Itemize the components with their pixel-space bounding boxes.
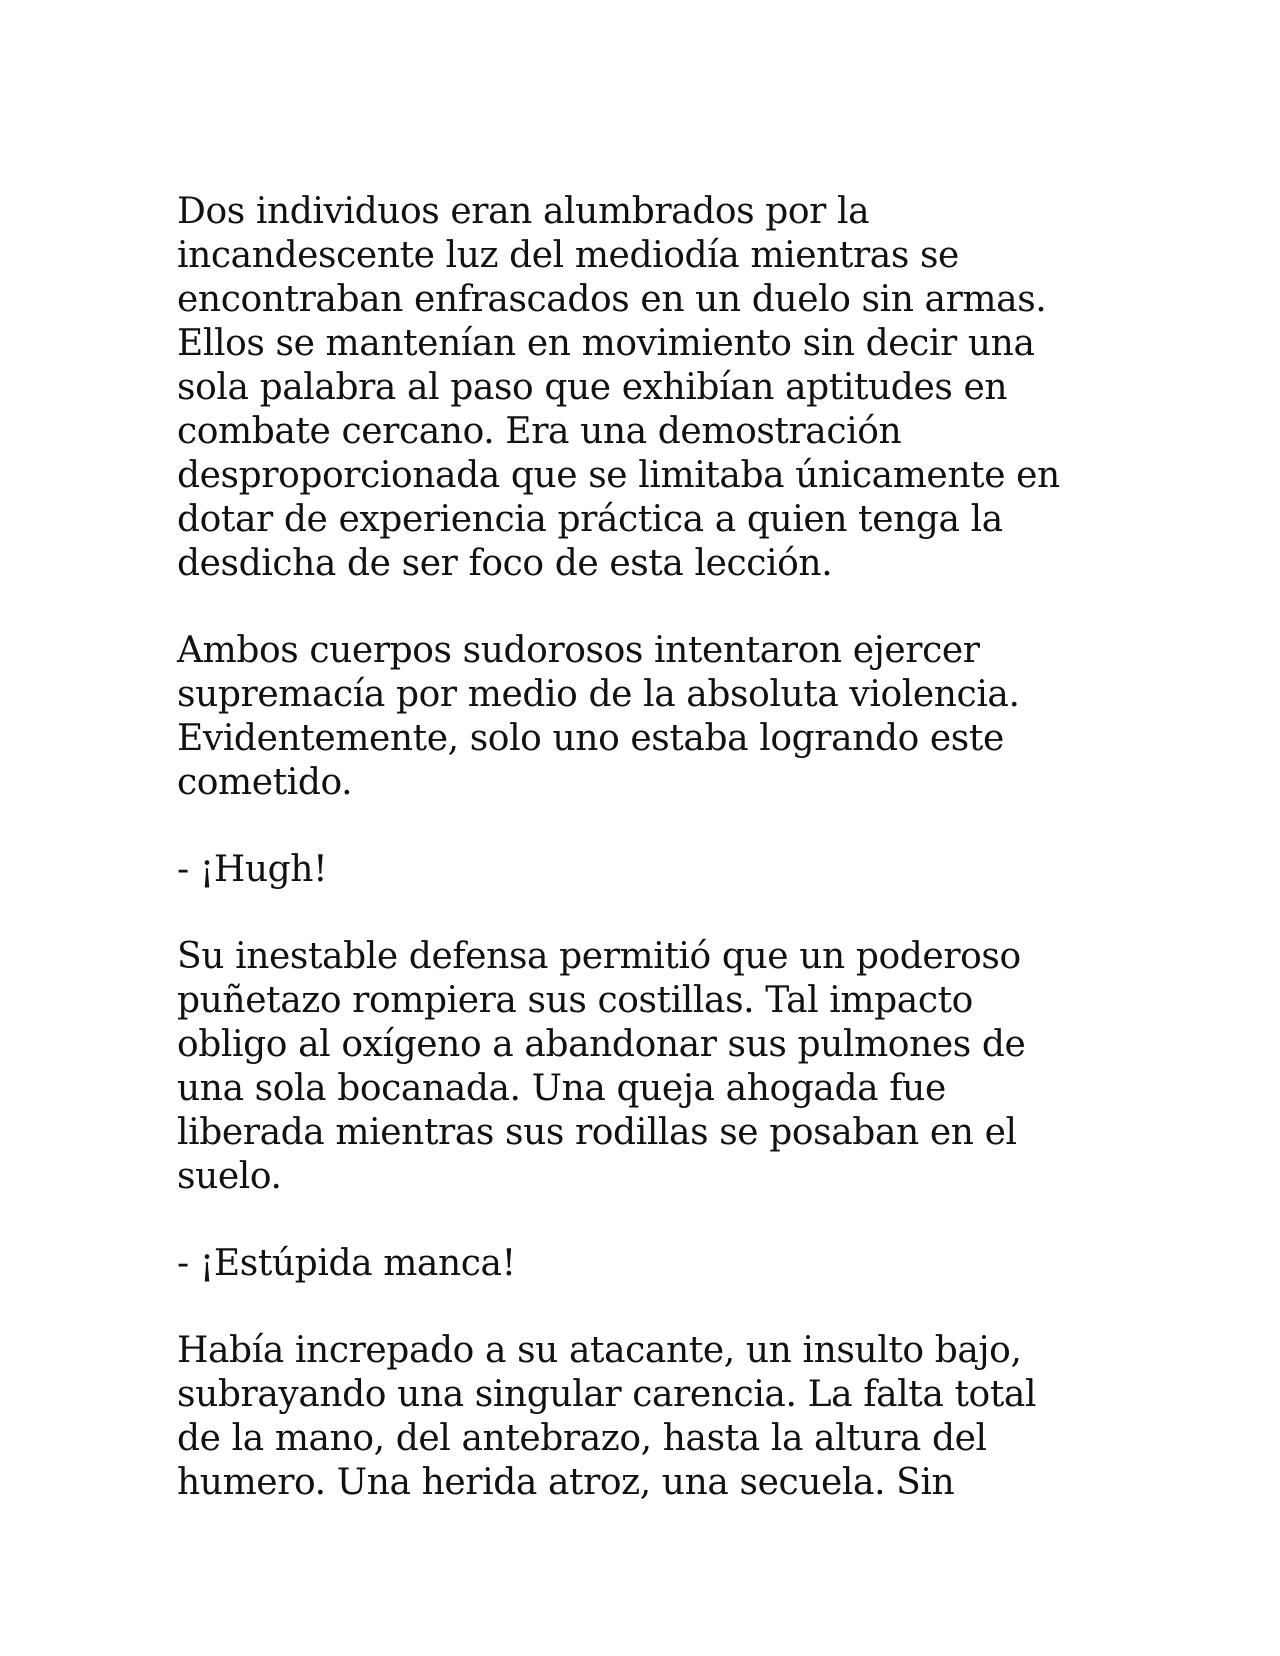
text-line: sola palabra al paso que exhibían aptitudes en — [177, 367, 1008, 408]
paragraph-spacer — [177, 805, 1137, 848]
paragraph-spacer — [177, 1286, 1137, 1329]
text-line: supremacía por medio de la absoluta violencia. — [177, 674, 1020, 715]
text-line: subrayando una singular carencia. La falta total — [177, 1374, 1037, 1415]
paragraph-spacer — [177, 1199, 1137, 1242]
paragraph-2 — [177, 629, 1137, 805]
text-line: Había increpado a su atacante, un insulto bajo, — [177, 1330, 1022, 1371]
text-line: liberada mientras sus rodillas se posaban en el — [177, 1112, 1017, 1153]
text-line: desdicha de ser foco de esta lección. — [177, 543, 833, 584]
text-line: cometido. — [177, 762, 353, 803]
dialogue-line: - ¡Hugh! — [177, 849, 328, 890]
text-line: de la mano, del antebrazo, hasta la altura del — [177, 1418, 987, 1459]
text-line: puñetazo rompiera sus costillas. Tal impacto — [177, 980, 973, 1021]
text-line: Evidentemente, solo uno estaba logrando este — [177, 718, 1004, 759]
paragraph-spacer — [177, 586, 1137, 629]
text-line: una sola bocanada. Una queja ahogada fue — [177, 1068, 946, 1109]
paragraph-3 — [177, 935, 1137, 1199]
text-line: incandescente luz del mediodía mientras se — [177, 235, 959, 276]
dialogue-line: - ¡Estúpida manca! — [177, 1243, 516, 1284]
text-line: encontraban enfrascados en un duelo sin armas. — [177, 279, 1047, 320]
text-line: combate cercano. Era una demostración — [177, 411, 902, 452]
text-line: obligo al oxígeno a abandonar sus pulmones de — [177, 1024, 1026, 1065]
text-line: Dos individuos eran alumbrados por la — [177, 191, 870, 232]
dialogue-1 — [177, 848, 1137, 892]
paragraph-spacer — [177, 892, 1137, 935]
text-line: humero. Una herida atroz, una secuela. Sin — [177, 1462, 955, 1503]
text-line: dotar de experiencia práctica a quien tenga la — [177, 499, 1003, 540]
text-line: Ambos cuerpos sudorosos intentaron ejercer — [177, 630, 980, 671]
text-line: desproporcionada que se limitaba únicamente en — [177, 455, 1060, 496]
text-line: Ellos se mantenían en movimiento sin decir una — [177, 323, 1035, 364]
paragraph-1 — [177, 190, 1137, 586]
text-line: Su inestable defensa permitió que un poderoso — [177, 936, 1021, 977]
paragraph-4 — [177, 1329, 1137, 1505]
dialogue-2 — [177, 1242, 1137, 1286]
document-page — [177, 190, 1137, 1505]
text-line: suelo. — [177, 1156, 282, 1197]
